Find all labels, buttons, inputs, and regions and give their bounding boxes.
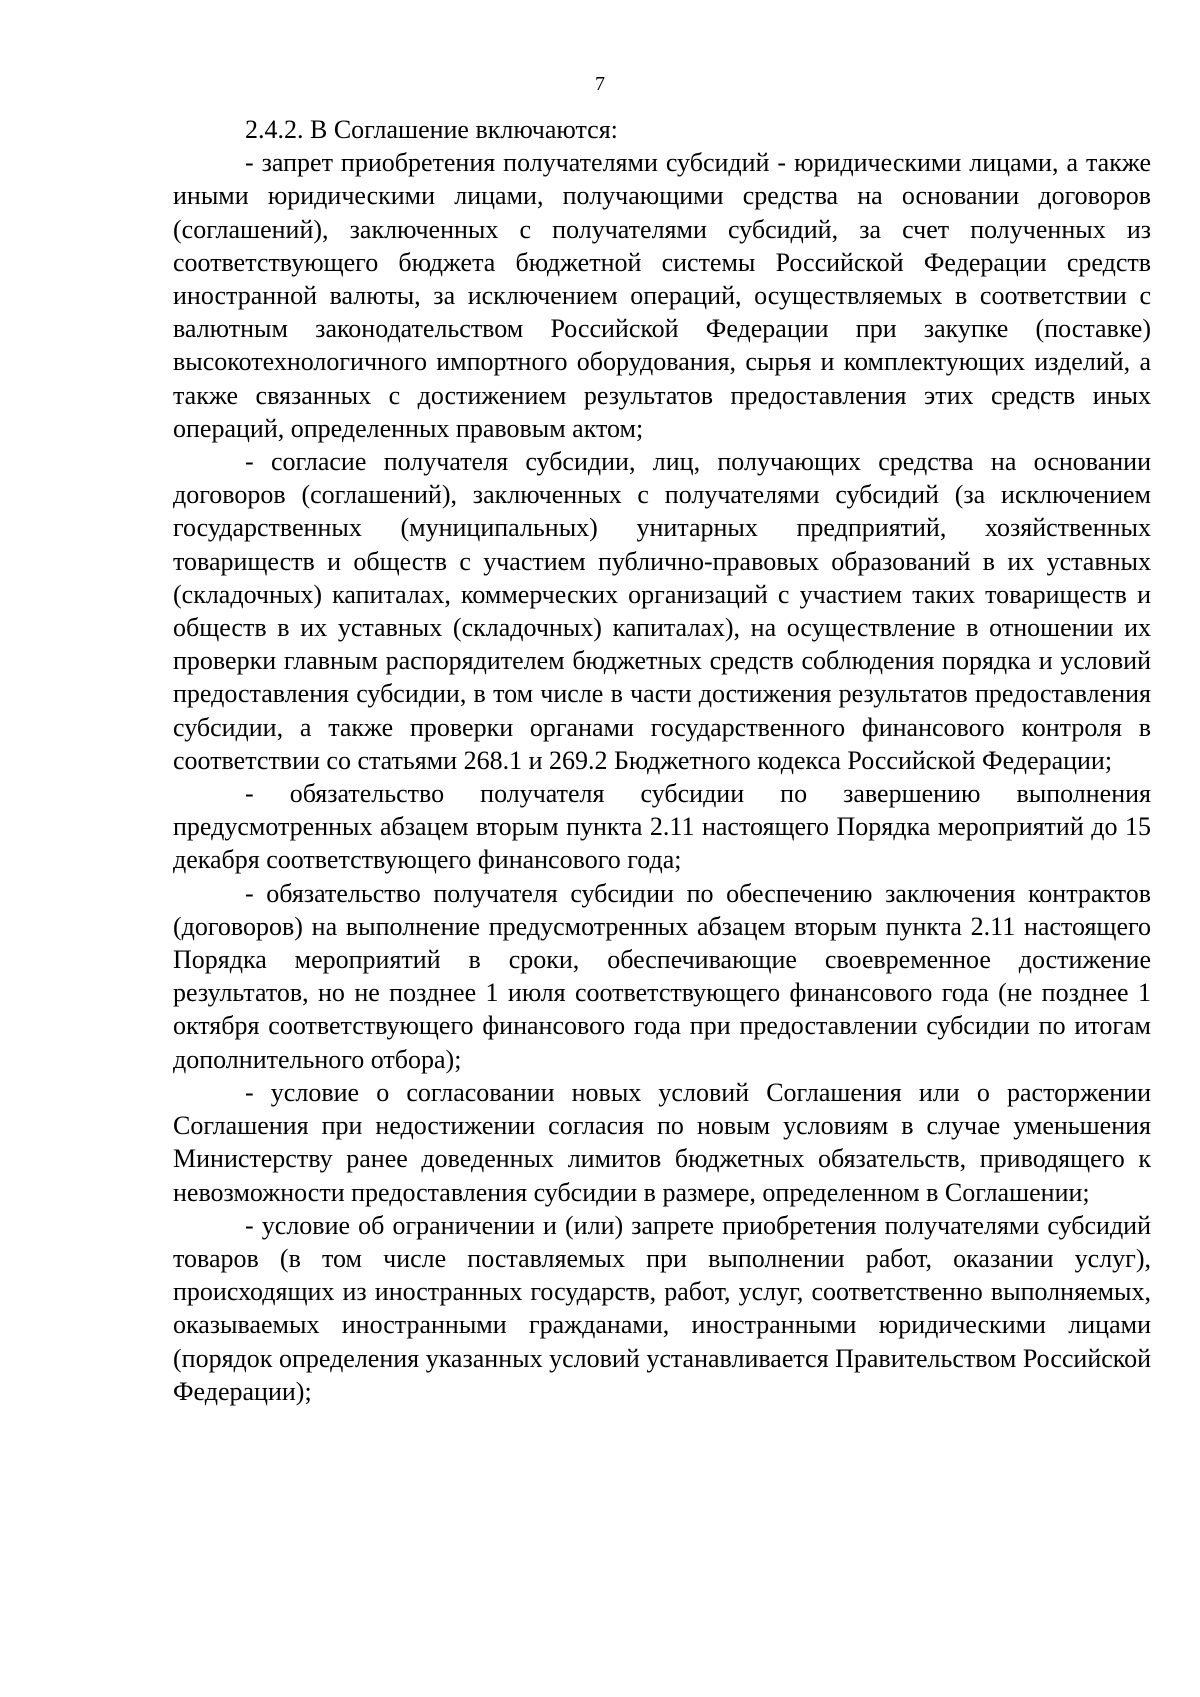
paragraph-currency-ban: - запрет приобретения получателями субсидий - юридическими лицами, а также иными юридическими лицами, получающими средства на основании договоров (соглашений), заключенных с получателями субсидий, за счет полученных из соответствующего бюджета бюджетной системы Российской Федерации средств иностранной валюты, за исключением операций, осуществляемых в соответствии с валютным законодательством Российской Федерации при закупке (поставке) высокотехнологичного импортного оборудования, сырья и комплектующих изделий, а также связанных с достижением результатов предоставления этих средств иных операций, определенных правовым актом;: [173, 148, 1151, 443]
paragraph-agreement-terms: - условие о согласовании новых условий Соглашения или о расторжении Соглашения при недостижении согласия по новым условиям в случае уменьшения Министерству ранее доведенных лимитов бюджетных обязательств, приводящего к невозможности предоставления субсидии в размере, определенном в Соглашении;: [173, 1077, 1151, 1207]
paragraph-contracts-obligation: - обязательство получателя субсидии по обеспечению заключения контрактов (договоров) на выполнение предусмотренных абзацем вторым пункта 2.11 настоящего Порядка мероприятий в сроки, обеспечивающие своевременное достижение результатов, но не позднее 1 июля соответствующего финансового года (не позднее 1 октября соответствующего финансового года при предоставлении субсидии по итогам дополнительного отбора);: [173, 878, 1151, 1074]
page-number: 7: [595, 73, 605, 95]
document-body: [173, 113, 1151, 1408]
section-heading: 2.4.2. В Соглашение включаются:: [245, 115, 618, 144]
paragraph-foreign-goods-restriction: - условие об ограничении и (или) запрете приобретения получателями субсидий товаров (в том числе поставляемых при выполнении работ, оказании услуг), происходящих из иностранных государств, работ, услуг, соответственно выполняемых, оказываемых иностранными гражданами, иностранными юридическими лицами (порядок определения указанных условий устанавливается Правительством Российской Федерации);: [173, 1210, 1151, 1406]
paragraph-completion-obligation: - обязательство получателя субсидии по завершению выполнения предусмотренных абзацем вторым пункта 2.11 настоящего Порядка мероприятий до 15 декабря соответствующего финансового года;: [173, 779, 1151, 875]
paragraph-inspection-consent: - согласие получателя субсидии, лиц, получающих средства на основании договоров (соглашений), заключенных с получателями субсидий (за исключением государственных (муниципальных) унитарных предприятий, хозяйственных товариществ и обществ с участием публично-правовых образований в их уставных (складочных) капиталах, коммерческих организаций с участием таких товариществ и обществ в их уставных (складочных) капиталах), на осуществление в отношении их проверки главным распорядителем бюджетных средств соблюдения порядка и условий предоставления субсидии, в том числе в части достижения результатов предоставления субсидии, а также проверки органами государственного финансового контроля в соответствии со статьями 268.1 и 269.2 Бюджетного кодекса Российской Федерации;: [173, 447, 1151, 775]
